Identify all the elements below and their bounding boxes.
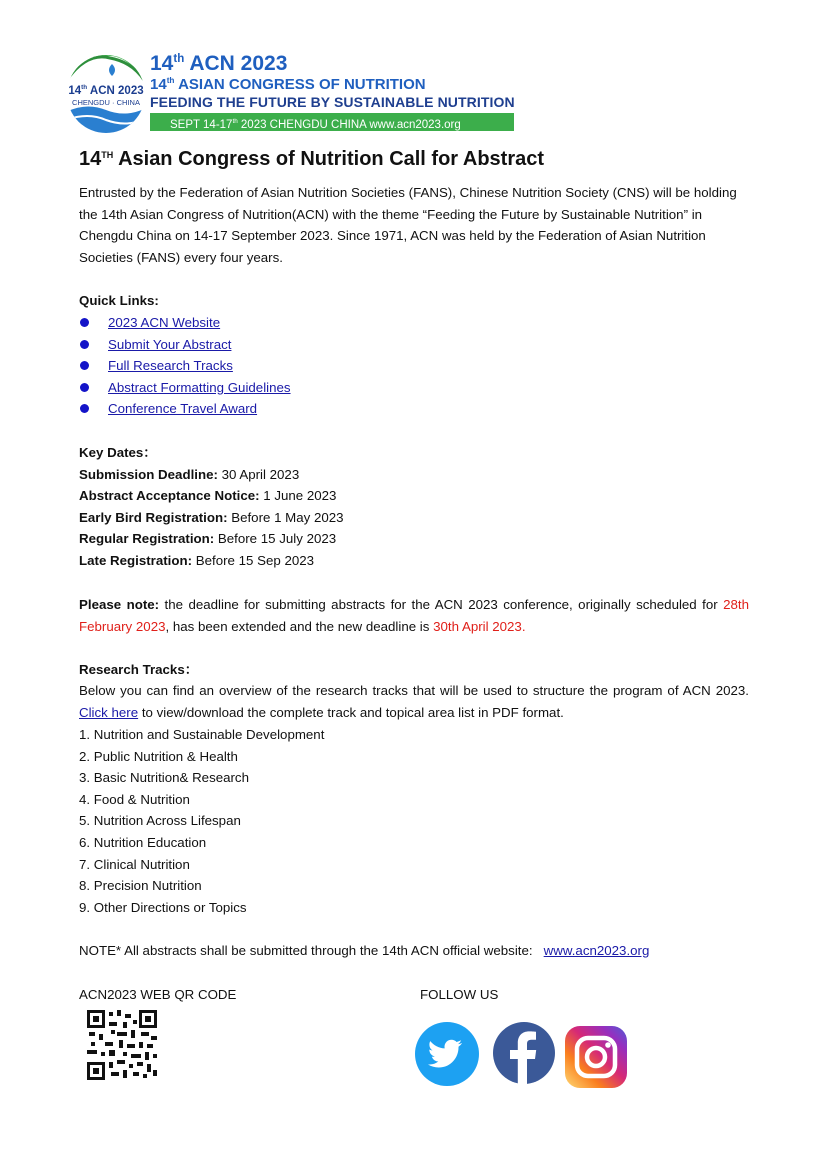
- key-date-row: Submission Deadline: 30 April 2023: [79, 466, 300, 482]
- link-research-tracks[interactable]: Full Research Tracks: [108, 358, 233, 374]
- facebook-icon[interactable]: [492, 1021, 556, 1085]
- original-deadline: 28th February 2023: [79, 597, 749, 634]
- link-submit-abstract[interactable]: Submit Your Abstract: [108, 336, 232, 352]
- list-item: 5. Nutrition Across Lifespan: [79, 813, 241, 829]
- banner-line-3: FEEDING THE FUTURE BY SUSTAINABLE NUTRITION: [150, 94, 515, 110]
- twitter-icon[interactable]: [414, 1021, 480, 1087]
- research-tracks-heading: Research Tracks：: [79, 662, 199, 677]
- intro-paragraph: Entrusted by the Federation of Asian Nutrition Societies (FANS), Chinese Nutrition Society (CNS) will be holding the 14th Asian Congress of Nutrition(ACN) with the theme “Feeding the Future by Sustainable Nutrition” in Chengdu China on 14-17 September 2023. Since 1971, ACN was held by the Federation of Asian Nutrition Societies (FANS) every four years.: [79, 185, 737, 265]
- submission-note: NOTE* All abstracts shall be submitted through the 14th ACN official website: www.acn2023.org: [79, 943, 650, 958]
- quick-links-heading: Quick Links:: [79, 293, 159, 308]
- list-item: 2. Public Nutrition & Health: [79, 748, 238, 764]
- list-item: [79, 398, 479, 420]
- key-date-row: Abstract Acceptance Notice: 1 June 2023: [79, 488, 337, 504]
- research-intro: Below you can find an overview of the research tracks that will be used to structure the program of ACN 2023. Click here to view/download the complete track and topical area list in PDF format.: [79, 683, 749, 720]
- logo-text: [68, 82, 144, 109]
- logo-year: 14: [68, 84, 82, 97]
- list-item: 8. Precision Nutrition: [79, 878, 202, 894]
- key-date-row: Early Bird Registration: Before 1 May 2023: [79, 509, 344, 525]
- list-item: 6. Nutrition Education: [79, 834, 207, 850]
- acn-website-link[interactable]: www.acn2023.org: [543, 943, 650, 958]
- bullet-icon: [80, 404, 89, 413]
- bullet-icon: [80, 318, 89, 327]
- instagram-icon[interactable]: [564, 1025, 628, 1089]
- banner-line-1: 14th ACN 2023: [150, 52, 288, 75]
- bullet-icon: [80, 383, 89, 392]
- list-item: [79, 312, 479, 334]
- deadline-note: Please note: the deadline for submitting abstracts for the ACN 2023 conference, originally scheduled for 28th February 2023, has been extended and the new deadline is 30th April 2023.: [79, 597, 749, 634]
- link-formatting-guidelines[interactable]: Abstract Formatting Guidelines: [108, 379, 291, 395]
- list-item: 1. Nutrition and Sustainable Development: [79, 727, 325, 742]
- bullet-icon: [80, 340, 89, 349]
- list-item: [79, 334, 479, 356]
- key-date-row: Late Registration: Before 15 Sep 2023: [79, 552, 315, 568]
- quick-links-list: [79, 312, 479, 420]
- list-item: 3. Basic Nutrition& Research: [79, 770, 249, 786]
- logo-year-sup: th: [81, 84, 88, 91]
- list-item: 4. Food & Nutrition: [79, 791, 190, 807]
- banner-line-2: 14th ASIAN CONGRESS OF NUTRITION: [150, 76, 426, 93]
- qr-code-icon: [87, 1010, 157, 1080]
- key-dates-section: [79, 442, 749, 572]
- key-dates-heading: Key Dates：: [79, 445, 157, 460]
- follow-label: FOLLOW US: [420, 987, 499, 1002]
- click-here-link[interactable]: Click here: [79, 704, 139, 720]
- bullet-icon: [80, 361, 89, 370]
- tracks-list: [79, 724, 479, 918]
- list-item: [79, 355, 479, 377]
- qr-label: ACN2023 WEB QR CODE: [79, 987, 237, 1002]
- link-travel-award[interactable]: Conference Travel Award: [108, 401, 258, 417]
- list-item: [79, 377, 479, 399]
- banner-date-bar: SEPT 14-17th 2023 CHENGDU CHINA www.acn2023.org: [150, 113, 514, 131]
- list-item: 7. Clinical Nutrition: [79, 856, 190, 872]
- page-title: 14TH Asian Congress of Nutrition Call for Abstract: [79, 148, 545, 170]
- new-deadline: 30th April 2023.: [433, 618, 526, 634]
- logo-city: CHENGDU · CHINA: [72, 97, 140, 107]
- logo-acn: ACN 2023: [89, 84, 144, 97]
- list-item: 9. Other Directions or Topics: [79, 899, 247, 915]
- header-banner: [66, 52, 526, 134]
- link-acn-website[interactable]: 2023 ACN Website: [108, 315, 221, 330]
- key-date-row: Regular Registration: Before 15 July 2023: [79, 531, 337, 547]
